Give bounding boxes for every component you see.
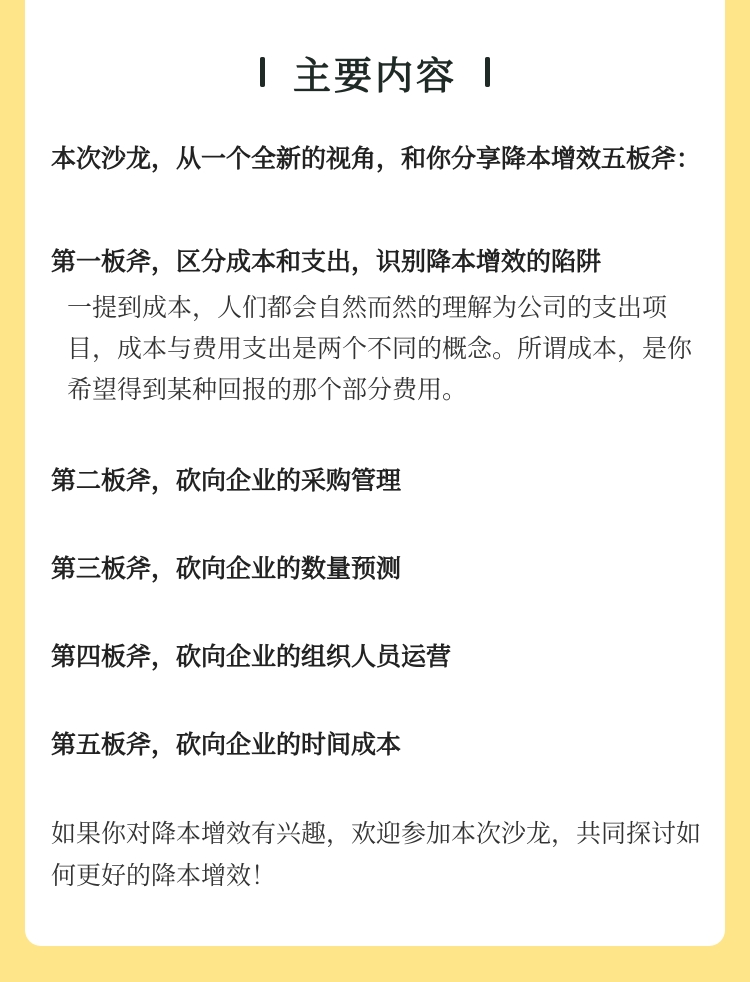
title-right-bar <box>485 57 490 87</box>
axe-2-heading: 第二板斧，砍向企业的采购管理 <box>51 466 402 495</box>
axe-3-heading: 第三板斧，砍向企业的数量预测 <box>51 554 402 583</box>
page-title: 主要内容 <box>292 53 457 98</box>
axe-4-heading: 第四板斧，砍向企业的组织人员运营 <box>51 642 452 671</box>
title-row <box>25 44 725 100</box>
axe-1-body: 一提到成本，人们都会自然而然的理解为公司的支出项目，成本与费用支出是两个不同的概念。所谓成本，是你希望得到某种回报的那个部分费用。 <box>67 293 693 404</box>
axe-5-heading: 第五板斧，砍向企业的时间成本 <box>51 730 402 759</box>
title-left-bar <box>260 57 265 87</box>
intro-text: 本次沙龙，从一个全新的视角，和你分享降本增效五板斧： <box>51 144 702 173</box>
content-card <box>25 0 725 946</box>
closing-text: 如果你对降本增效有兴趣，欢迎参加本次沙龙，共同探讨如何更好的降本增效！ <box>51 819 702 890</box>
axe-1-heading: 第一板斧，区分成本和支出，识别降本增效的陷阱 <box>51 247 602 276</box>
